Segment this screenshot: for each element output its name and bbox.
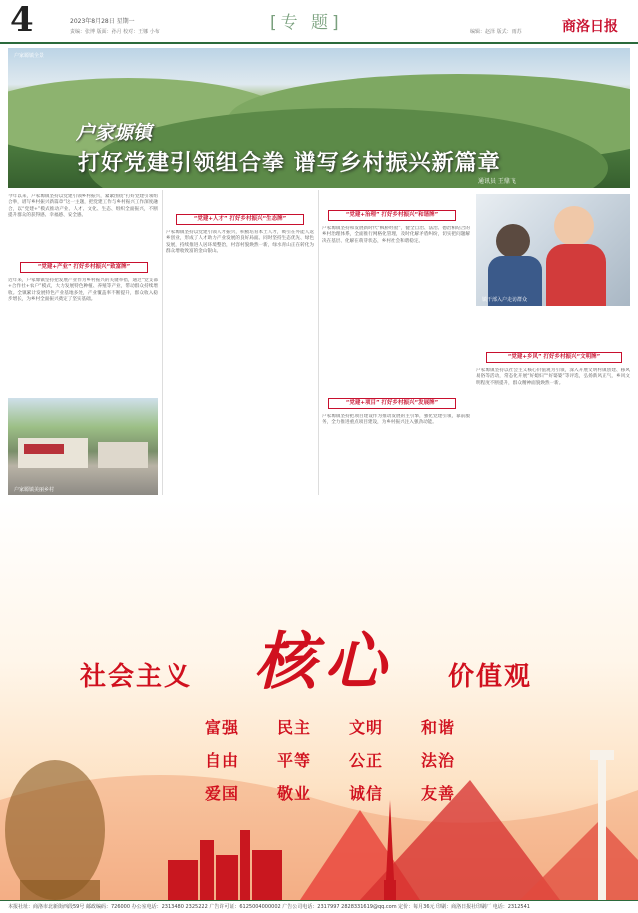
value-word: 民主 bbox=[276, 718, 311, 737]
values-grid bbox=[205, 715, 455, 814]
values-row bbox=[205, 781, 455, 804]
section-body-industry: 近年来，户家塬镇坚持把发展产业作为乡村振兴的关键举措，通过“党支部+合作社+农户”模式，大力发展特色种植、养殖等产业，带动群众持续增收。全镇累计发展特色产业基地多处，产业覆盖率不断提升，群众收入稳步增长，为乡村全面振兴奠定了坚实基础。 bbox=[8, 278, 158, 303]
value-word: 敬业 bbox=[276, 784, 311, 803]
editors-left: 责编：张博 版面：孙月 校对：王娜 小布 bbox=[70, 29, 160, 35]
values-row bbox=[205, 715, 455, 738]
person-shape bbox=[496, 224, 530, 258]
section-heading-project: “党建+项目” 打好乡村振兴“发展牌” bbox=[328, 398, 456, 409]
value-word: 诚信 bbox=[348, 784, 383, 803]
section-body-project: 户家塬镇坚持把项目建设作为推动发展的主引擎，强化党建引领，靠前服务，全力推进重点项目建设，为乡村振兴注入强劲动能。 bbox=[322, 414, 470, 426]
value-word: 法治 bbox=[420, 751, 455, 770]
column-2-lead bbox=[166, 194, 314, 208]
value-word: 富强 bbox=[205, 718, 240, 737]
value-word: 和谐 bbox=[420, 718, 455, 737]
page-footer: 本报社址：商洛市北新街西段59号 邮政编码：726000 办公室电话：2313480 2325222 广告许可证：6125004000002 广告公司电话：2317997 2828331619@qq.com 定价：每月36元 印刷：商洛日报社印刷厂 电话：2312541 bbox=[0, 900, 638, 913]
section-heading-governance: “党建+治理” 打好乡村振兴“和谐牌” bbox=[328, 210, 456, 221]
person-shape bbox=[554, 206, 594, 246]
value-word: 平等 bbox=[276, 751, 311, 770]
values-row bbox=[205, 748, 455, 771]
section-body-governance: 户家塬镇坚持和发展新时代“枫桥经验”，健全自治、法治、德治相结合的乡村治理体系，全面推行网格化管理，及时化解矛盾纠纷，切实把问题解决在基层、化解在萌芽状态，乡村社会和谐稳定。 bbox=[322, 226, 470, 244]
column-4-text bbox=[476, 308, 630, 348]
core-values-middle-text: 核心 bbox=[254, 625, 395, 698]
value-word: 文明 bbox=[348, 718, 383, 737]
person-shape bbox=[546, 244, 606, 306]
reporter-byline: 通讯员 王鼎飞 bbox=[478, 178, 516, 185]
page-number: 4 bbox=[10, 0, 34, 40]
visit-photo bbox=[476, 194, 630, 306]
intro-paragraph: 今年以来，户家塬镇坚持以党建引领乡村振兴，紧紧围绕“打好党建引领组合拳，谱写乡村振兴新篇章”这一主题，把党建工作与乡村振兴工作深度融合，以“党建+”模式推动产业、人才、文化、生态、组织全面振兴，不断提升群众的获得感、幸福感、安全感。 bbox=[8, 194, 158, 219]
value-word: 爱国 bbox=[205, 784, 240, 803]
editors-right: 编辑：赵泽 版式：雨苏 bbox=[470, 29, 522, 35]
core-values-left-text: 社会主义 bbox=[80, 662, 193, 692]
photo-caption: 镇干部入户走访群众 bbox=[482, 297, 528, 303]
photo-caption: 户家塬镇美丽乡村 bbox=[14, 487, 55, 493]
banner-photo bbox=[8, 48, 630, 188]
section-body-civility: 户家塬镇坚持以社会主义核心价值观为引领，深入开展文明村镇创建、移风易俗等活动，常态化开展“好媳妇”“好婆婆”等评选，弘扬新风正气，乡风文明程度不断提升，群众精神面貌焕然一新。 bbox=[476, 368, 630, 386]
village-photo bbox=[8, 398, 158, 495]
section-label: [专 题] bbox=[270, 13, 343, 33]
column-divider bbox=[318, 190, 319, 495]
core-values-poster bbox=[0, 500, 638, 900]
page-header bbox=[0, 0, 638, 44]
banner-caption: 户家塬镇全景 bbox=[14, 53, 45, 59]
section-heading-civility: “党建+乡风” 打好乡村振兴“文明牌” bbox=[486, 352, 622, 363]
value-word: 自由 bbox=[205, 751, 240, 770]
core-values-right-text: 价值观 bbox=[448, 662, 533, 692]
banner-title: 打好党建引领组合拳 谱写乡村振兴新篇章 bbox=[78, 151, 501, 176]
section-heading-talent: “党建+人才” 打好乡村振兴“生态牌” bbox=[176, 214, 304, 225]
section-body-talent: 户家塬镇坚持以党建引领人才振兴，积极培育本土人才，吸引在外能人返乡创业，形成了人才助力产业发展的良好局面。同时坚持生态优先、绿色发展，持续推进人居环境整治，村容村貌焕然一新，绿水青山正在转化为群众增收致富的金山银山。 bbox=[166, 230, 314, 255]
sign-shape bbox=[24, 444, 64, 454]
value-word: 公正 bbox=[348, 751, 383, 770]
value-word: 友善 bbox=[420, 784, 455, 803]
column-divider bbox=[162, 190, 163, 495]
issue-date: 2023年8月28日 星期一 bbox=[70, 18, 135, 25]
newspaper-logo: 商洛日报 bbox=[562, 19, 618, 35]
building-shape bbox=[98, 442, 148, 468]
section-heading-industry: “党建+产业” 打好乡村振兴“致富牌” bbox=[20, 262, 148, 273]
banner-subtitle: 户家塬镇 bbox=[76, 122, 153, 144]
